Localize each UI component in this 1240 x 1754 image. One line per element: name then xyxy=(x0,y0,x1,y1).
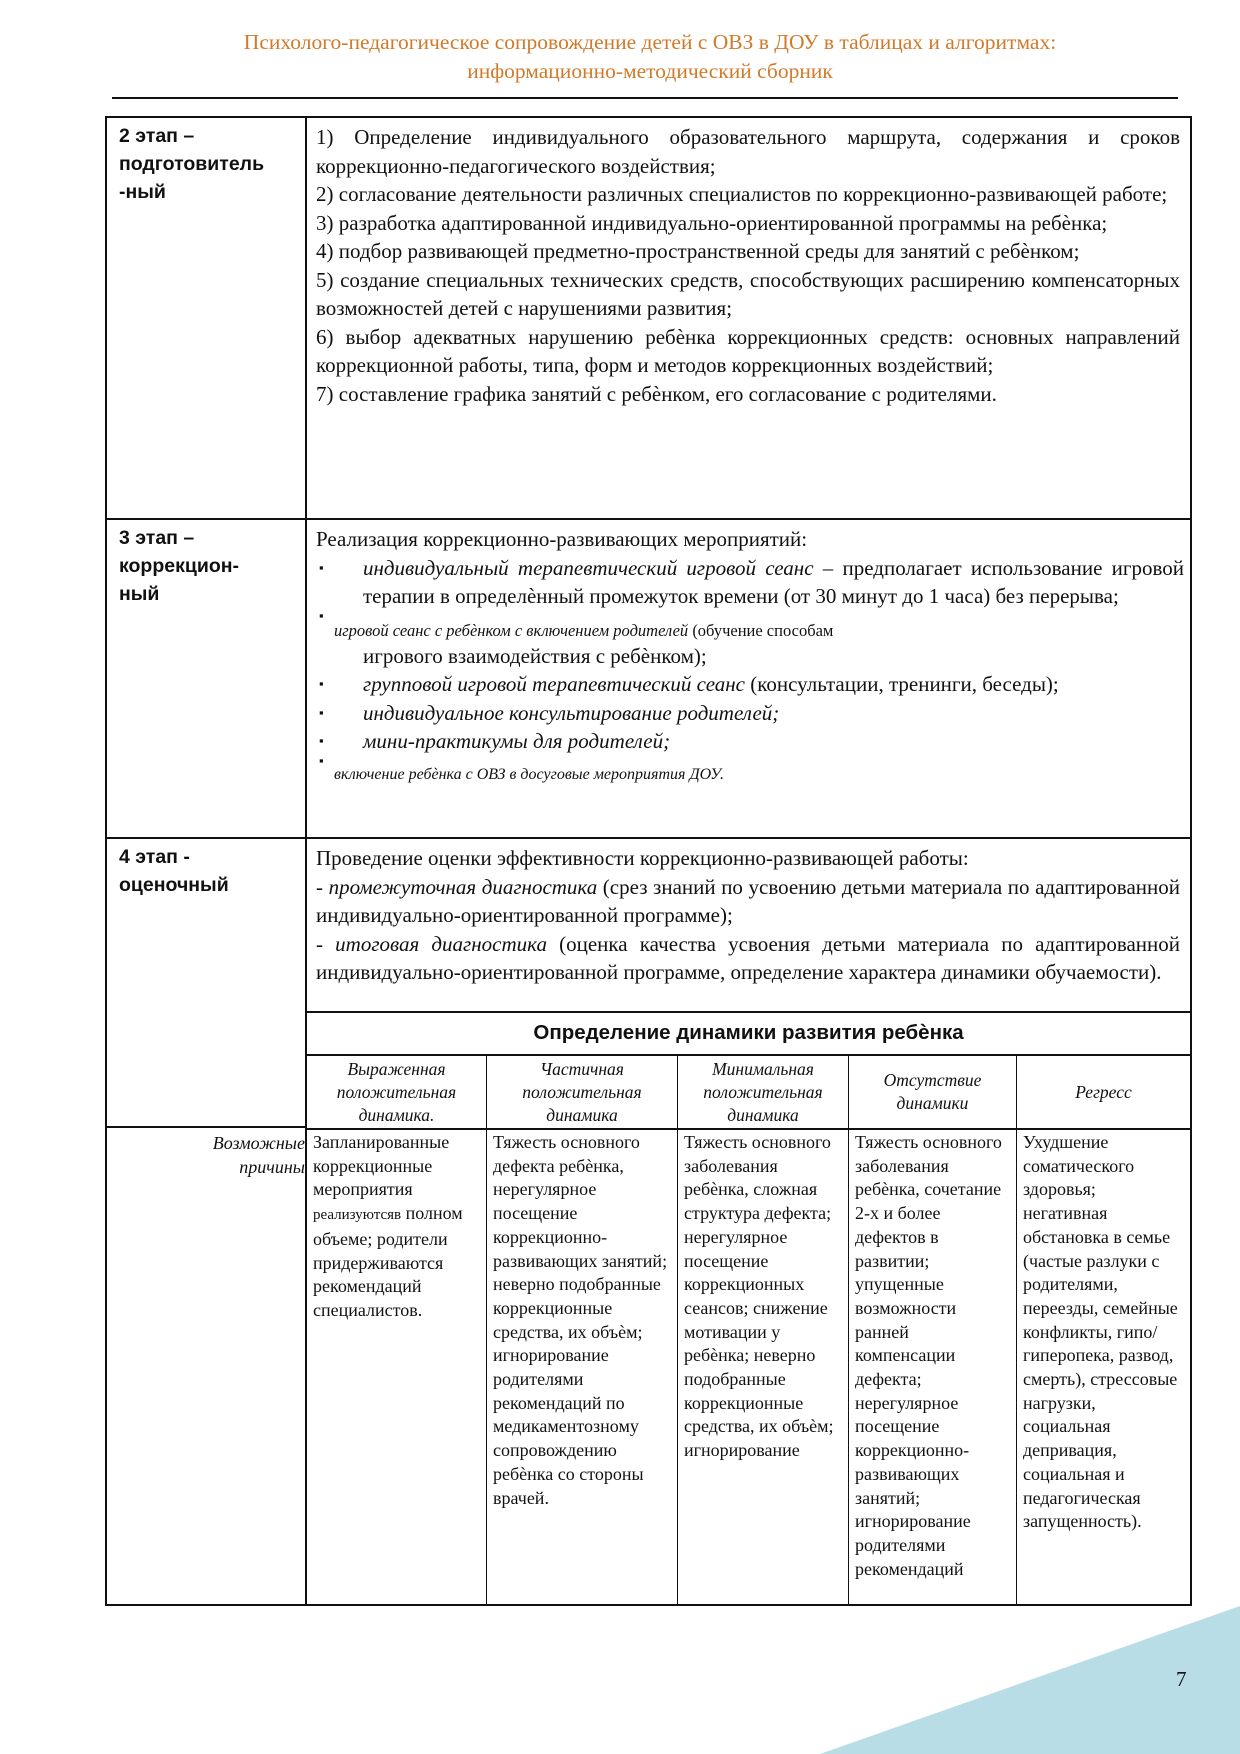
dynamics-header-row xyxy=(305,1056,1192,1130)
bullet-icon: ▪ xyxy=(319,559,324,575)
stage-4-item: - промежуточная диагностика (срез знаний по усвоению детьми материала по адаптированной индивидуально-ориентированной программе); xyxy=(316,874,1180,927)
header-line-1: Психолого-педагогическое сопровождение детей с ОВЗ в ДОУ в таблицах и алгоритмах: xyxy=(243,30,1057,54)
stage-2-item: 5) создание специальных технических средств, способствующих расширению компенсаторных возможностей детей с нарушениями развития; xyxy=(316,267,1180,320)
bullet-icon: ▪ xyxy=(319,676,324,691)
page-header xyxy=(120,28,1180,86)
reason-cell: Тяжесть основного заболевания ребѐнка, сложная структура дефекта; нерегулярное посещение коррекционных сеансов; снижение мотивации у ребѐнка; неверно подобранные коррекционные средства, их объѐм; игнорирование xyxy=(678,1128,849,1604)
bullet-icon: ▪ xyxy=(319,752,324,768)
reasons-label: Возможные причины xyxy=(105,1128,305,1606)
header-rule xyxy=(112,97,1178,99)
reason-cell: Тяжесть основного дефекта ребѐнка, нерегулярное посещение коррекционно-развивающих занятий; неверно подобранные коррекционные средства, их объѐм; игнорирование родителями рекомендаций по медикаментозному сопровождению ребѐнка со стороны врачей. xyxy=(487,1128,678,1604)
stage-2-item: 7) составление графика занятий с ребѐнком, его согласование с родителями. xyxy=(316,381,997,406)
stage-4-intro: Проведение оценки эффективности коррекционно-развивающей работы: xyxy=(316,846,969,870)
stage-3-label: 3 этап – коррекцион- ный xyxy=(105,518,305,839)
header-line-2: информационно-методический сборник xyxy=(467,59,833,83)
dynamics-column-header: Регресс xyxy=(1075,1081,1132,1102)
stage-4-label: 4 этап - оценочный xyxy=(105,837,305,1128)
stage-2-item: 1) Определение индивидуального образовательного маршрута, содержания и сроков коррекционно-педагогического воздействия; xyxy=(316,125,1180,178)
list-item-continuation: игрового взаимодействия с ребѐнком); xyxy=(363,643,707,668)
dynamics-title: Определение динамики развития ребѐнка xyxy=(305,1011,1192,1056)
reason-cell: Запланированные коррекционные мероприятия реализуютсяв полном объеме; родители придерживаются рекомендаций специалистов. xyxy=(307,1128,487,1604)
stage-2-item: 4) подбор развивающей предметно-пространственной среды для занятий с ребѐнком; xyxy=(316,239,1080,263)
dynamics-column-header: Частичная положительная динамика xyxy=(487,1056,678,1128)
list-item: ▪ мини-практикумы для родителей; xyxy=(316,727,1184,756)
list-item: ▪ индивидуальный терапевтический игровой сеанс – предполагает использование игровой терапии в определѐнный промежуток времени (от 30 минут до 1 часа) без перерыва; xyxy=(319,555,1184,608)
dynamics-column-header: Выраженная положительная динамика. xyxy=(307,1056,487,1128)
bullet-icon: ▪ xyxy=(319,704,324,720)
bullet-icon: ▪ xyxy=(319,607,324,623)
stage-2-label: 2 этап – подготовитель -ный xyxy=(105,116,305,520)
reason-cell: Ухудшение соматического здоровья; негативная обстановка в семье (частые разлуки с родителями, переезды, семейные конфликты, гипо/гиперопека, развод, смерть), стрессовые нагрузки, социальная депривация, социальная и педагогическая запущенность). xyxy=(1023,1132,1178,1532)
dynamics-column-header: Отсутствие динамики xyxy=(849,1056,1017,1128)
list-item: ▪ включение ребѐнка с ОВЗ в досуговые мероприятия ДОУ. xyxy=(316,756,1184,786)
page-number: 7 xyxy=(1176,1667,1187,1691)
stage-2-item: 6) выбор адекватных нарушению ребѐнка коррекционных средств: основных направлений коррекционной работы, типа, форм и методов коррекционных воздействий; xyxy=(316,324,1180,377)
bullet-icon: ▪ xyxy=(319,733,324,748)
dynamics-column-header: Минимальная положительная динамика xyxy=(678,1056,849,1128)
list-item: ▪ индивидуальное консультирование родителей; xyxy=(316,699,1184,728)
stage-4-content xyxy=(305,837,1192,1013)
stage-4-item: - итоговая диагностика (оценка качества усвоения детьми материала по адаптированной индивидуально-ориентированной программе, определение характера динамики обучаемости). xyxy=(316,931,1180,984)
stage-2-content xyxy=(305,116,1192,520)
list-item: ▪ групповой игровой терапевтический сеанс (консультации, тренинги, беседы); xyxy=(316,670,1184,699)
reason-cell: Тяжесть основного заболевания ребѐнка, сочетание 2-х и более дефектов в развитии; упущенные возможности ранней компенсации дефекта; нерегулярное посещение коррекционно-развивающих занятий; игнорирование родителями рекомендаций xyxy=(849,1128,1017,1604)
stage-2-item: 3) разработка адаптированной индивидуально-ориентированной программы на ребѐнка; xyxy=(316,210,1108,235)
reasons-row xyxy=(305,1128,1192,1606)
list-item: ▪ игровой сеанс с ребѐнком с включением родителей (обучение способам xyxy=(316,611,1184,642)
stage-3-intro: Реализация коррекционно-развивающих мероприятий: xyxy=(316,527,808,551)
stage-3-content xyxy=(305,518,1192,839)
stage-2-item: 2) согласование деятельности различных специалистов по коррекционно-развивающей работе; xyxy=(316,182,1168,206)
